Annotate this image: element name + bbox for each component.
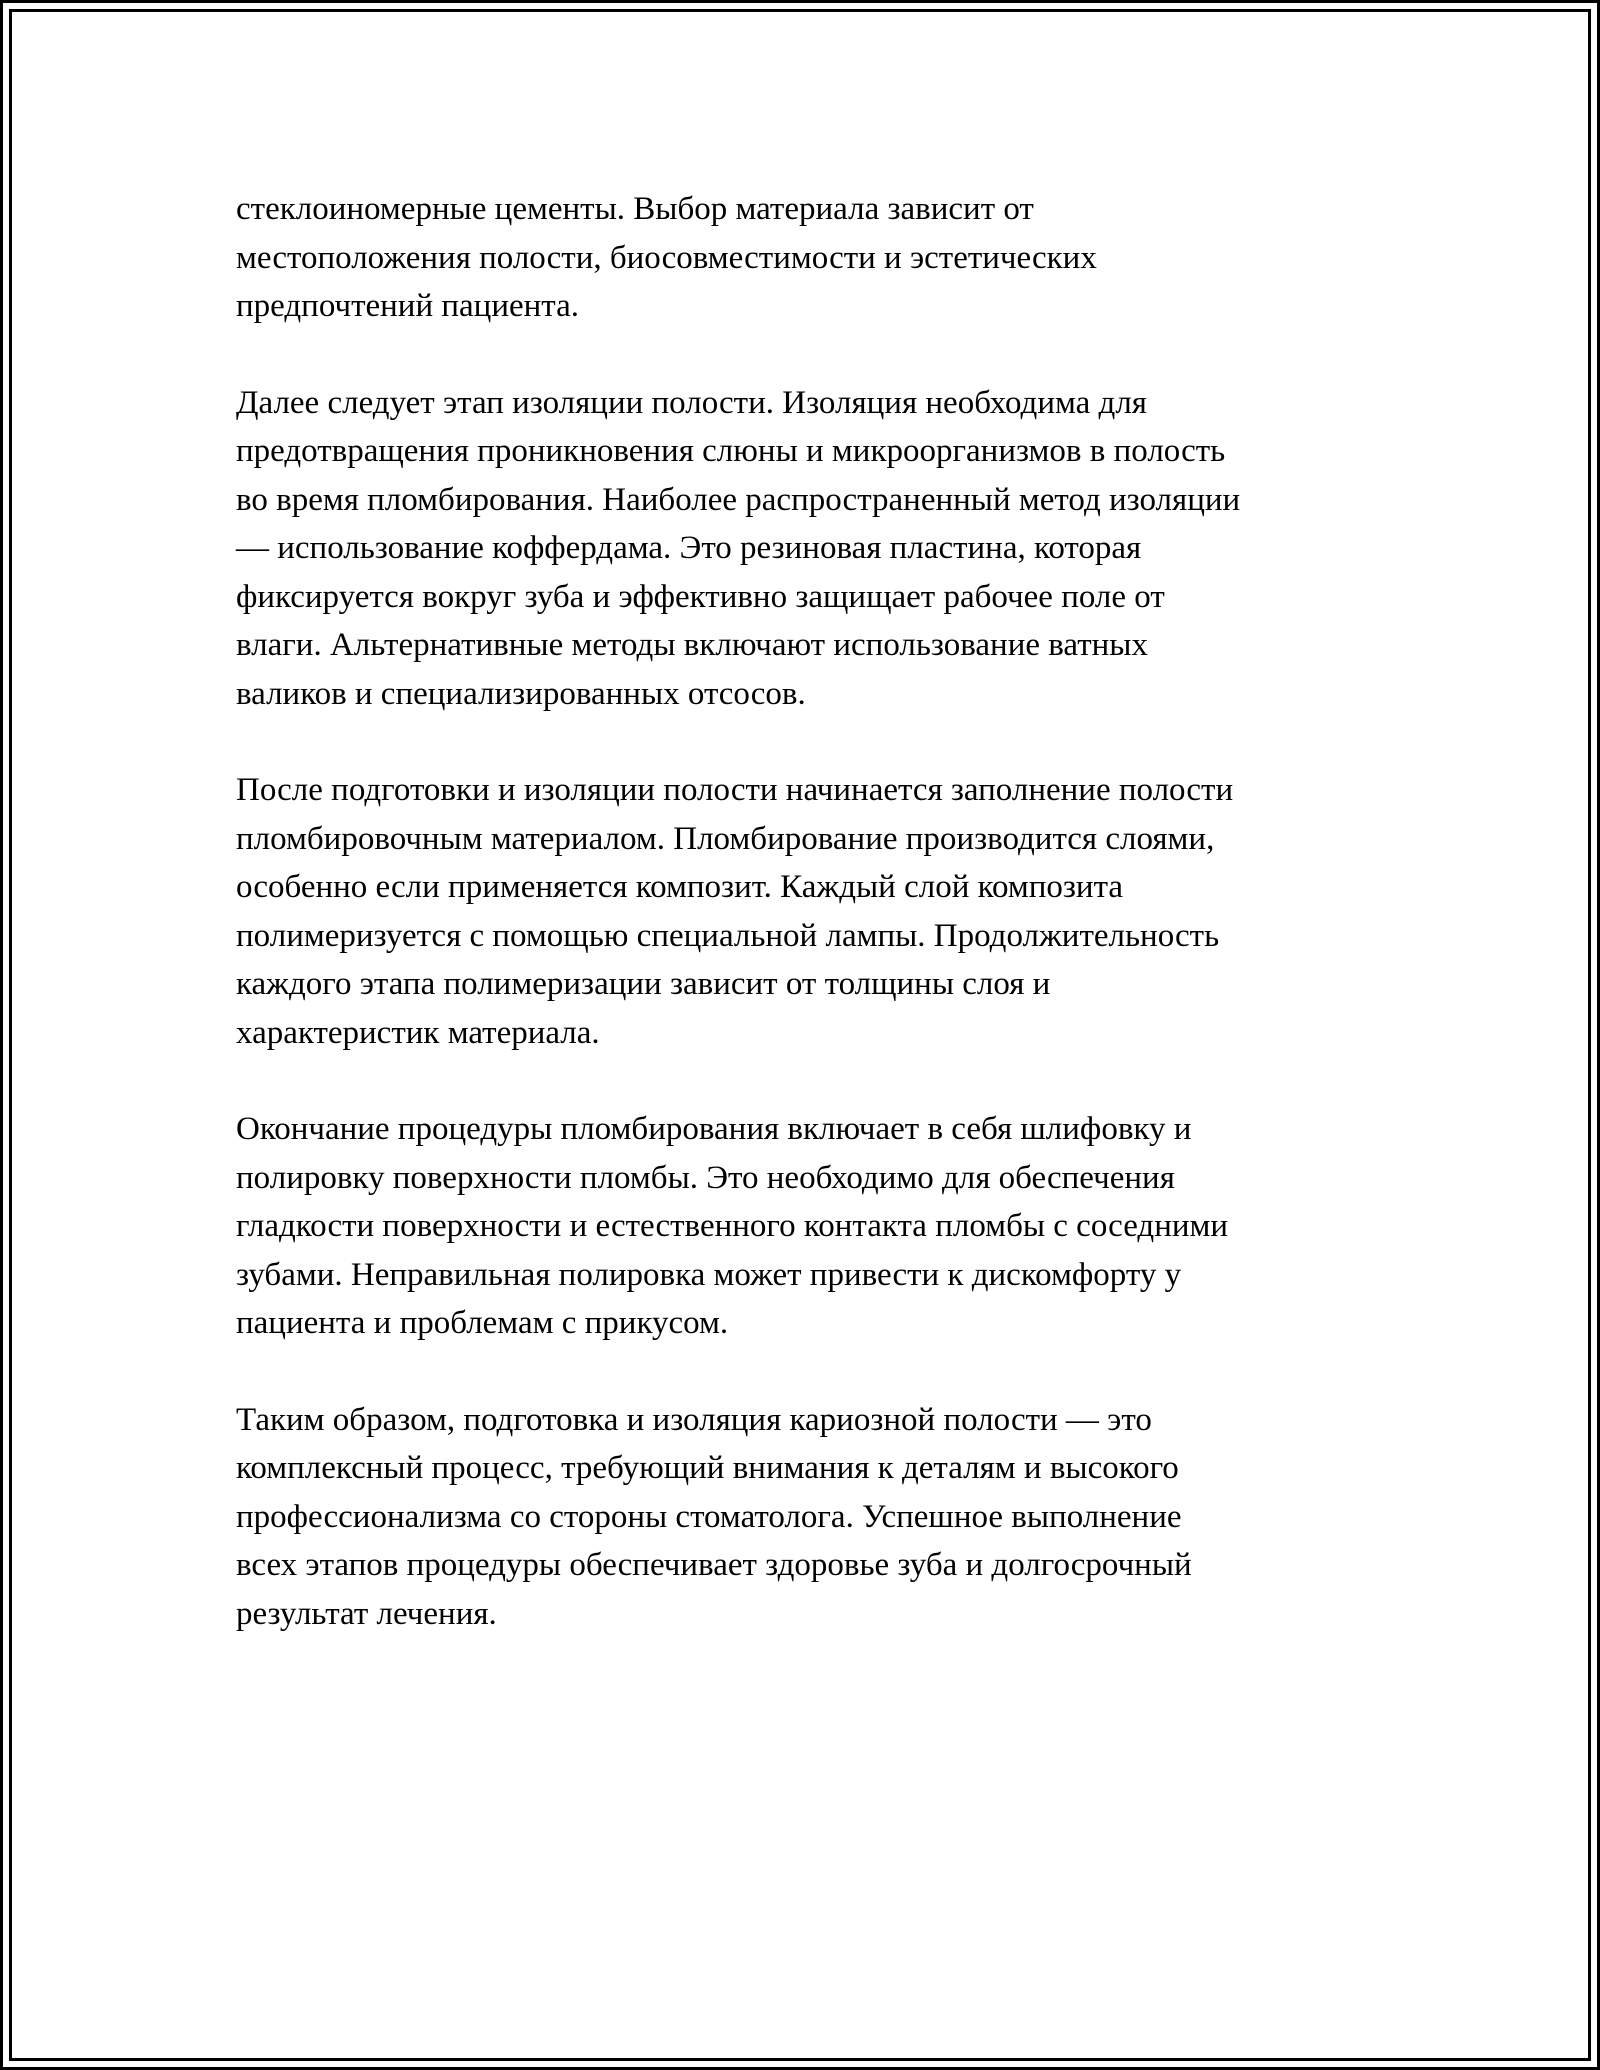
paragraph-conclusion: Таким образом, подготовка и изоляция кариозной полости — это комплексный процесс, требующий внимания к деталям и высокого профессионализма со стороны стоматолога. Успешное выполнение всех этапов процедуры обеспечивает здоровье зуба и долгосрочный результат лечения.	[236, 1401, 1192, 1632]
paragraph-materials: стеклоиномерные цементы. Выбор материала зависит от местоположения полости, биосовместимости и эстетических предпочтений пациента.	[236, 191, 1097, 324]
paragraph-isolation: Далее следует этап изоляции полости. Изоляция необходима для предотвращения проникновения слюны и микроорганизмов в полость во время пломбирования. Наиболее распространенный метод изоляции — использование коффердама. Это резиновая пластина, которая фиксируется вокруг зуба и эффективно защищает рабочее поле от влаги. Альтернативные методы включают использование ватных валиков и специализированных отсосов.	[236, 384, 1241, 712]
paragraph-filling: После подготовки и изоляции полости начинается заполнение полости пломбировочным материалом. Пломбирование производится слоями, особенно если применяется композит. Каждый слой композита полимеризуется с помощью специальной лампы. Продолжительность каждого этапа полимеризации зависит от толщины слоя и характеристик материала.	[236, 772, 1234, 1051]
paragraph-polishing: Окончание процедуры пломбирования включает в себя шлифовку и полировку поверхности пломбы. Это необходимо для обеспечения гладкости поверхности и естественного контакта пломбы с соседними зубами. Неправильная полировка может привести к дискомфорту у пациента и проблемам с прикусом.	[236, 1111, 1229, 1341]
document-body	[236, 185, 1376, 1686]
